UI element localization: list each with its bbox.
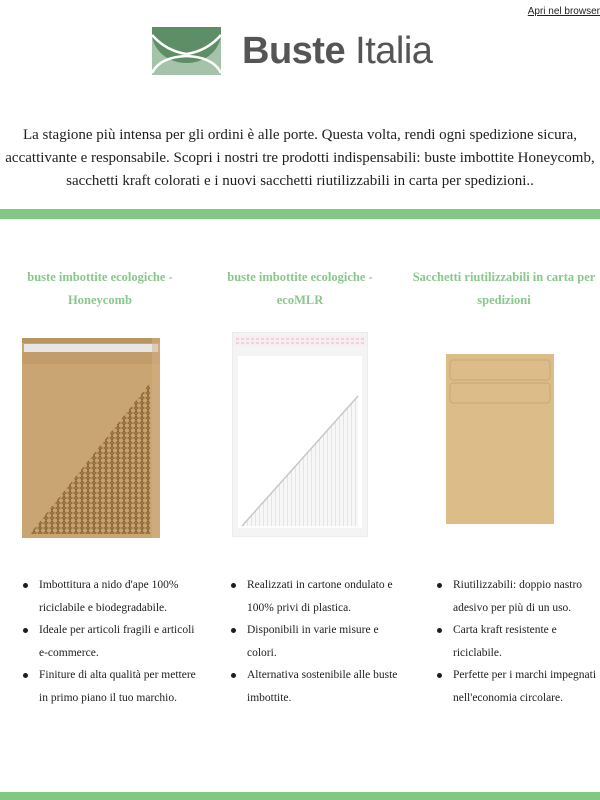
feature-item: Perfette per i marchi impegnati nell'economia circolare. xyxy=(436,664,600,709)
product-title[interactable]: Sacchetti riutilizzabili in carta per spedizioni xyxy=(412,270,596,307)
brand-name: Buste Italia xyxy=(242,30,433,72)
feature-item: Carta kraft resistente e riciclabile. xyxy=(436,619,600,664)
honeycomb-mailer-image[interactable] xyxy=(22,338,160,538)
feature-list xyxy=(22,574,197,709)
feature-item: Riutilizzabili: doppio nastro adesivo per più di un uso. xyxy=(436,574,600,619)
feature-item: Ideale per articoli fragili e articoli e-commerce. xyxy=(22,619,197,664)
product-card-reusable-bag xyxy=(400,266,600,704)
product-title[interactable]: buste imbottite ecologiche - Honeycomb xyxy=(27,270,173,307)
feature-list xyxy=(230,574,400,709)
open-in-browser-link[interactable]: Apri nel browser xyxy=(527,6,600,17)
feature-item: Imbottitura a nido d'ape 100% riciclabile e biodegradabile. xyxy=(22,574,197,619)
intro-paragraph: La stagione più intensa per gli ordini è alle porte. Questa volta, rendi ogni spedizione sicura, accattivante e responsabile. Scopri i nostri tre prodotti indispensabili: buste imbottite Honeycomb, sacchetti kraft colorati e i nuovi sacchetti riutilizzabili in carta per spedizioni.. xyxy=(5,127,595,189)
divider-bar-top xyxy=(0,209,600,219)
ecomlr-mailer-image[interactable] xyxy=(232,332,368,537)
envelope-logo-icon xyxy=(152,27,221,75)
reusable-paper-bag-image[interactable] xyxy=(446,354,554,524)
feature-list xyxy=(436,574,600,709)
feature-item: Alternativa sostenibile alle buste imbottite. xyxy=(230,664,400,709)
product-card-ecomlr xyxy=(200,266,400,704)
divider-bar-bottom xyxy=(0,792,600,800)
feature-item: Disponibili in varie misure e colori. xyxy=(230,619,400,664)
product-card-honeycomb xyxy=(0,266,200,704)
brand-logo[interactable] xyxy=(152,27,432,75)
product-title[interactable]: buste imbottite ecologiche - ecoMLR xyxy=(227,270,373,307)
feature-item: Finiture di alta qualità per mettere in primo piano il tuo marchio. xyxy=(22,664,197,709)
feature-item: Realizzati in cartone ondulato e 100% privi di plastica. xyxy=(230,574,400,619)
